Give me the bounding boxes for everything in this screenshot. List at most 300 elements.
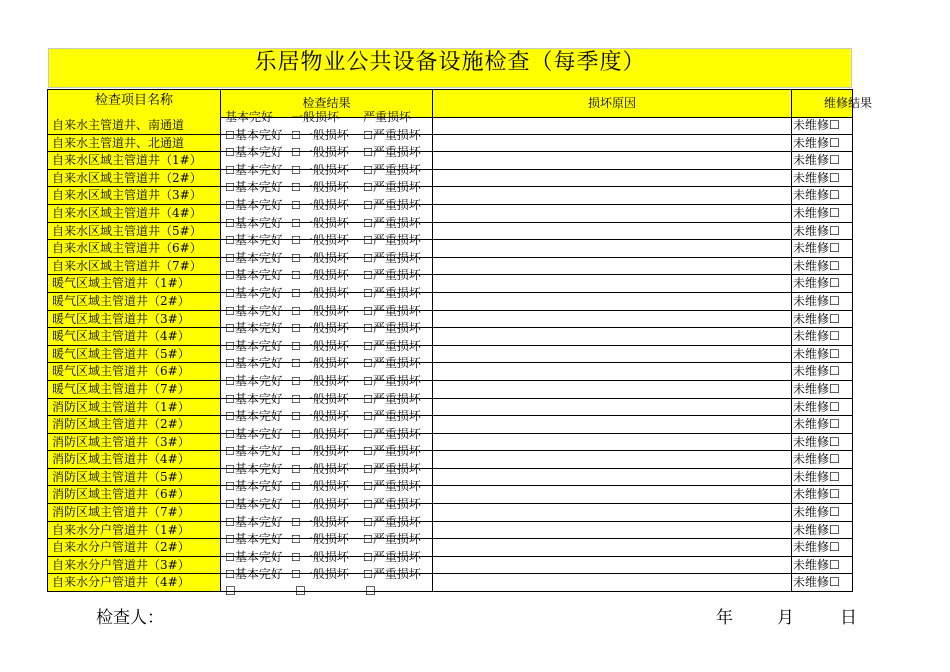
option-good-checkbox[interactable] [225, 463, 283, 476]
option-general-label: 一般损坏 [291, 110, 340, 124]
table-row [47, 497, 853, 522]
repair-status-cell[interactable]: 未维修☐ [792, 187, 853, 205]
option-general-checkbox[interactable] [291, 199, 349, 212]
option-general-label: 一般损坏 [300, 567, 349, 582]
option-severe-label: 严重损坏 [372, 479, 421, 494]
option-severe-checkbox[interactable] [363, 199, 421, 212]
option-general-checkbox[interactable] [291, 480, 349, 493]
option-general-checkbox[interactable] [291, 146, 349, 159]
option-general-checkbox[interactable] [291, 322, 349, 335]
checkbox-icon: ☐ [291, 181, 301, 195]
cause-cell[interactable] [433, 399, 792, 417]
repair-status-cell[interactable]: 未维修☐ [792, 399, 853, 417]
option-good-label: 基本完好 [234, 145, 283, 160]
cause-cell[interactable] [433, 240, 792, 258]
checkbox-icon: ☐ [225, 322, 235, 336]
cause-cell[interactable] [433, 275, 792, 293]
option-severe-label: 严重损坏 [372, 197, 421, 212]
checkbox-icon: ☐ [225, 269, 235, 283]
option-good-checkbox[interactable] [225, 305, 283, 318]
option-severe-checkbox[interactable] [363, 428, 421, 441]
repair-status-cell[interactable]: 未维修☐ [792, 293, 853, 311]
table-row [47, 215, 853, 241]
repair-status-cell[interactable]: 未维修☐ [792, 381, 853, 399]
table-row [47, 285, 853, 311]
table-row [47, 549, 853, 575]
repair-status-cell[interactable]: 未维修☐ [792, 205, 853, 223]
checkbox-icon: ☐ [291, 410, 301, 424]
cause-cell[interactable] [433, 187, 792, 205]
table-row [47, 444, 853, 469]
option-good-checkbox[interactable] [225, 516, 283, 529]
table-row [47, 197, 853, 223]
option-general-label: 一般损坏 [300, 268, 349, 283]
checkbox-icon: ☐ [225, 498, 235, 512]
option-general-checkbox[interactable] [291, 269, 349, 282]
table-row [47, 373, 853, 399]
option-severe-checkbox[interactable] [363, 516, 421, 529]
repair-status-cell[interactable]: 未维修☐ [792, 416, 853, 434]
item-name-cell: 自来水主管道井、北通道 [47, 135, 221, 153]
option-general-checkbox[interactable] [291, 551, 349, 564]
repair-status-cell[interactable]: 未维修☐ [792, 522, 853, 540]
checkbox-icon: ☐ [291, 462, 301, 476]
item-name-cell: 暖气区域主管道井（3#） [47, 311, 221, 329]
repair-status-cell[interactable]: 未维修☐ [792, 539, 853, 557]
option-severe-checkbox[interactable] [363, 445, 421, 458]
option-good-label: 基本完好 [234, 250, 283, 265]
option-severe-checkbox[interactable] [363, 252, 421, 265]
option-severe-checkbox[interactable] [363, 480, 421, 493]
repair-status-cell[interactable]: 未维修☐ [792, 117, 853, 135]
cause-cell[interactable] [433, 223, 792, 241]
option-good-checkbox[interactable] [225, 410, 283, 423]
option-severe-label: 严重损坏 [372, 285, 421, 300]
option-general-checkbox[interactable] [291, 340, 349, 353]
option-severe-label: 严重损坏 [372, 497, 421, 512]
option-severe-checkbox[interactable] [363, 551, 421, 564]
cause-cell[interactable] [433, 205, 792, 223]
repair-status-cell[interactable]: 未维修☐ [792, 152, 853, 170]
option-general-checkbox[interactable] [291, 533, 349, 546]
option-general-label: 一般损坏 [300, 303, 349, 318]
checkbox-icon: ☐ [225, 550, 235, 564]
option-good-checkbox[interactable] [225, 146, 283, 159]
trailing-checkbox-severe[interactable]: ☐ [365, 584, 376, 598]
checkbox-icon: ☐ [363, 234, 373, 248]
inspection-table [47, 110, 853, 592]
option-good-checkbox[interactable] [225, 199, 283, 212]
cause-cell[interactable] [433, 557, 792, 575]
option-good-checkbox[interactable] [225, 340, 283, 353]
checkbox-icon: ☐ [363, 339, 373, 353]
repair-status-cell[interactable]: 未维修☐ [792, 275, 853, 293]
cause-cell[interactable] [433, 381, 792, 399]
cause-cell[interactable] [433, 522, 792, 540]
cause-cell[interactable] [433, 170, 792, 188]
table-row [47, 268, 853, 293]
cause-cell[interactable] [433, 258, 792, 276]
option-general-checkbox[interactable] [291, 252, 349, 265]
checkbox-icon: ☐ [225, 374, 235, 388]
option-good-checkbox[interactable] [225, 234, 283, 247]
option-good-label: 基本完好 [234, 321, 283, 336]
checkbox-icon: ☐ [291, 480, 301, 494]
option-good-checkbox[interactable] [225, 551, 283, 564]
cause-cell[interactable] [433, 416, 792, 434]
option-general-checkbox[interactable] [291, 428, 349, 441]
option-general-checkbox[interactable] [291, 111, 339, 123]
option-good-label: 基本完好 [225, 110, 274, 124]
option-severe-checkbox[interactable] [363, 146, 421, 159]
option-general-checkbox[interactable] [291, 305, 349, 318]
option-severe-label: 严重损坏 [372, 268, 421, 283]
option-good-label: 基本完好 [234, 497, 283, 512]
header-item-name: 检查项目名称 [47, 89, 221, 118]
repair-status-cell[interactable]: 未维修☐ [792, 504, 853, 522]
option-good-checkbox[interactable] [225, 129, 283, 142]
option-severe-label: 严重损坏 [363, 110, 412, 124]
table-row [47, 567, 853, 592]
month-label: 月 [777, 608, 794, 628]
option-severe-checkbox[interactable] [363, 340, 421, 353]
cause-cell[interactable] [433, 363, 792, 381]
checkbox-icon: ☐ [291, 357, 301, 371]
table-row [47, 426, 853, 452]
option-good-checkbox[interactable] [225, 269, 283, 282]
option-general-label: 一般损坏 [300, 391, 349, 406]
table-row [47, 338, 853, 364]
option-good-label: 基本完好 [234, 409, 283, 424]
cause-cell[interactable] [433, 486, 792, 504]
repair-status-cell[interactable]: 未维修☐ [792, 170, 853, 188]
checkbox-icon: ☐ [291, 128, 301, 142]
cause-cell[interactable] [433, 117, 792, 135]
option-general-label: 一般损坏 [300, 127, 349, 142]
inspector-label: 检查人： [96, 608, 164, 628]
cause-cell[interactable] [433, 311, 792, 329]
item-name-cell: 消防区域主管道井（5#） [47, 469, 221, 487]
item-name-cell: 暖气区域主管道井（4#） [47, 328, 221, 346]
repair-status-cell[interactable]: 未维修☐ [792, 451, 853, 469]
checkbox-icon: ☐ [291, 216, 301, 230]
checkbox-icon: ☐ [363, 286, 373, 300]
table-row [47, 180, 853, 205]
checkbox-icon: ☐ [291, 374, 301, 388]
item-name-cell: 消防区域主管道井（1#） [47, 399, 221, 417]
option-severe-checkbox[interactable] [363, 111, 411, 123]
checkbox-icon: ☐ [291, 392, 301, 406]
checkbox-icon: ☐ [225, 339, 235, 353]
option-severe-label: 严重损坏 [372, 391, 421, 406]
checkbox-icon: ☐ [225, 198, 235, 212]
option-severe-checkbox[interactable] [363, 463, 421, 476]
checkbox-icon: ☐ [291, 498, 301, 512]
item-name-cell: 自来水区域主管道井（5#） [47, 223, 221, 241]
repair-status-cell[interactable]: 未维修☐ [792, 135, 853, 153]
option-general-checkbox[interactable] [291, 445, 349, 458]
option-severe-label: 严重损坏 [372, 338, 421, 353]
option-good-checkbox[interactable] [225, 111, 273, 123]
checkbox-icon: ☐ [225, 515, 235, 529]
option-severe-label: 严重损坏 [372, 303, 421, 318]
item-name-cell: 消防区域主管道井（4#） [47, 451, 221, 469]
option-general-label: 一般损坏 [300, 356, 349, 371]
checkbox-icon: ☐ [291, 163, 301, 177]
checkbox-icon: ☐ [291, 251, 301, 265]
repair-status-cell[interactable]: 未维修☐ [792, 258, 853, 276]
option-good-label: 基本完好 [234, 373, 283, 388]
header-cause: 损坏原因 [432, 89, 792, 118]
checkbox-icon: ☐ [225, 216, 235, 230]
option-general-label: 一般损坏 [300, 180, 349, 195]
repair-status-cell[interactable]: 未维修☐ [792, 434, 853, 452]
option-general-checkbox[interactable] [291, 234, 349, 247]
trailing-checkbox-general[interactable]: ☐ [295, 584, 306, 598]
item-name-cell: 暖气区域主管道井（7#） [47, 381, 221, 399]
item-name-cell: 自来水区域主管道井（3#） [47, 187, 221, 205]
cause-cell[interactable] [433, 451, 792, 469]
item-name-cell: 自来水分户管道井（2#） [47, 539, 221, 557]
header-result: 检查结果 [220, 89, 433, 118]
checkbox-icon: ☐ [225, 533, 235, 547]
option-severe-checkbox[interactable] [363, 568, 421, 581]
option-general-label: 一般损坏 [300, 145, 349, 160]
option-good-checkbox[interactable] [225, 533, 283, 546]
checkbox-icon: ☐ [225, 392, 235, 406]
repair-status-cell[interactable]: 未维修☐ [792, 223, 853, 241]
cause-cell[interactable] [433, 346, 792, 364]
option-good-checkbox[interactable] [225, 498, 283, 511]
option-severe-checkbox[interactable] [363, 269, 421, 282]
option-general-label: 一般损坏 [300, 409, 349, 424]
option-general-checkbox[interactable] [291, 164, 349, 177]
option-severe-checkbox[interactable] [363, 357, 421, 370]
checkbox-icon: ☐ [363, 515, 373, 529]
option-good-checkbox[interactable] [225, 568, 283, 581]
item-name-cell: 暖气区域主管道井（6#） [47, 363, 221, 381]
option-general-checkbox[interactable] [291, 375, 349, 388]
cause-cell[interactable] [433, 574, 792, 592]
item-name-cell: 暖气区域主管道井（5#） [47, 346, 221, 364]
option-good-label: 基本完好 [234, 532, 283, 547]
checkbox-icon: ☐ [225, 286, 235, 300]
repair-status-cell[interactable]: 未维修☐ [792, 240, 853, 258]
option-general-label: 一般损坏 [300, 444, 349, 459]
option-good-label: 基本完好 [234, 285, 283, 300]
checkbox-icon: ☐ [291, 533, 301, 547]
option-severe-checkbox[interactable] [363, 164, 421, 177]
option-good-checkbox[interactable] [225, 164, 283, 177]
option-severe-label: 严重损坏 [372, 215, 421, 230]
item-name-cell: 自来水区域主管道井（2#） [47, 170, 221, 188]
option-general-checkbox[interactable] [291, 357, 349, 370]
checkbox-icon: ☐ [291, 445, 301, 459]
item-name-cell: 暖气区域主管道井（1#） [47, 275, 221, 293]
result-cell [221, 567, 433, 592]
year-label: 年 [716, 608, 733, 628]
option-general-checkbox[interactable] [291, 181, 349, 194]
option-severe-checkbox[interactable] [363, 533, 421, 546]
table-row [47, 127, 853, 153]
cause-cell[interactable] [433, 434, 792, 452]
option-good-checkbox[interactable] [225, 428, 283, 441]
table-row [47, 250, 853, 276]
option-general-label: 一般损坏 [300, 497, 349, 512]
option-severe-label: 严重损坏 [372, 461, 421, 476]
option-general-checkbox[interactable] [291, 516, 349, 529]
item-name-cell: 自来水主管道井、南通道 [47, 117, 221, 135]
option-severe-label: 严重损坏 [372, 356, 421, 371]
option-good-checkbox[interactable] [225, 287, 283, 300]
option-general-label: 一般损坏 [300, 250, 349, 265]
item-name-cell: 自来水分户管道井（4#） [47, 574, 221, 592]
checkbox-icon: ☐ [363, 480, 373, 494]
option-severe-label: 严重损坏 [372, 426, 421, 441]
cause-cell[interactable] [433, 539, 792, 557]
option-severe-label: 严重损坏 [372, 567, 421, 582]
option-severe-checkbox[interactable] [363, 129, 421, 142]
checkbox-icon: ☐ [363, 392, 373, 406]
table-row [47, 532, 853, 557]
checkbox-icon: ☐ [291, 198, 301, 212]
option-severe-checkbox[interactable] [363, 217, 421, 230]
header-repair-label: 维修结果 [824, 96, 873, 110]
table-row [47, 303, 853, 329]
option-severe-checkbox[interactable] [363, 498, 421, 511]
option-severe-checkbox[interactable] [363, 287, 421, 300]
item-name-cell: 自来水分户管道井（1#） [47, 522, 221, 540]
item-name-cell: 自来水区域主管道井（6#） [47, 240, 221, 258]
repair-status-cell[interactable]: 未维修☐ [792, 574, 853, 592]
option-good-label: 基本完好 [234, 127, 283, 142]
checkbox-icon: ☐ [225, 304, 235, 318]
option-severe-label: 严重损坏 [372, 549, 421, 564]
option-good-label: 基本完好 [234, 391, 283, 406]
option-good-checkbox[interactable] [225, 181, 283, 194]
checkbox-icon: ☐ [225, 480, 235, 494]
option-severe-label: 严重损坏 [372, 250, 421, 265]
table-row [47, 391, 853, 417]
repair-status-cell[interactable]: 未维修☐ [792, 328, 853, 346]
option-good-checkbox[interactable] [225, 445, 283, 458]
option-general-checkbox[interactable] [291, 217, 349, 230]
option-good-checkbox[interactable] [225, 375, 283, 388]
option-general-checkbox[interactable] [291, 463, 349, 476]
table-row [47, 162, 853, 188]
checkbox-icon: ☐ [363, 533, 373, 547]
checkbox-icon: ☐ [363, 163, 373, 177]
option-general-checkbox[interactable] [291, 410, 349, 423]
checkbox-icon: ☐ [225, 146, 235, 160]
option-severe-label: 严重损坏 [372, 373, 421, 388]
option-good-checkbox[interactable] [225, 480, 283, 493]
option-good-checkbox[interactable] [225, 322, 283, 335]
option-severe-checkbox[interactable] [363, 410, 421, 423]
option-good-checkbox[interactable] [225, 393, 283, 406]
option-good-label: 基本完好 [234, 180, 283, 195]
checkbox-icon: ☐ [225, 128, 235, 142]
option-good-checkbox[interactable] [225, 217, 283, 230]
option-severe-checkbox[interactable] [363, 322, 421, 335]
checkbox-icon: ☐ [225, 251, 235, 265]
checkbox-icon: ☐ [363, 568, 373, 582]
checkbox-icon: ☐ [363, 410, 373, 424]
option-general-label: 一般损坏 [300, 426, 349, 441]
option-general-label: 一般损坏 [300, 321, 349, 336]
item-name-cell: 消防区域主管道井（6#） [47, 486, 221, 504]
option-general-label: 一般损坏 [300, 373, 349, 388]
option-general-checkbox[interactable] [291, 129, 349, 142]
checkbox-icon: ☐ [291, 304, 301, 318]
checkbox-icon: ☐ [291, 286, 301, 300]
option-severe-checkbox[interactable] [363, 234, 421, 247]
option-good-label: 基本完好 [234, 338, 283, 353]
item-name-cell: 消防区域主管道井（3#） [47, 434, 221, 452]
cause-cell[interactable] [433, 152, 792, 170]
repair-status-cell[interactable]: 未维修☐ [792, 346, 853, 364]
option-general-label: 一般损坏 [300, 285, 349, 300]
checkbox-icon: ☐ [363, 498, 373, 512]
option-good-checkbox[interactable] [225, 252, 283, 265]
cause-cell[interactable] [433, 328, 792, 346]
option-general-checkbox[interactable] [291, 287, 349, 300]
option-severe-checkbox[interactable] [363, 375, 421, 388]
checkbox-icon: ☐ [363, 269, 373, 283]
option-good-label: 基本完好 [234, 444, 283, 459]
cause-cell[interactable] [433, 293, 792, 311]
checkbox-icon: ☐ [363, 128, 373, 142]
header-repair [791, 89, 873, 118]
cause-cell[interactable] [433, 135, 792, 153]
checkbox-icon: ☐ [225, 357, 235, 371]
repair-status-cell[interactable]: 未维修☐ [792, 311, 853, 329]
repair-status-cell[interactable]: 未维修☐ [792, 486, 853, 504]
checkbox-icon: ☐ [363, 322, 373, 336]
option-severe-label: 严重损坏 [372, 409, 421, 424]
table-row [47, 110, 853, 135]
option-general-checkbox[interactable] [291, 568, 349, 581]
option-general-label: 一般损坏 [300, 479, 349, 494]
option-severe-checkbox[interactable] [363, 393, 421, 406]
checkbox-icon: ☐ [363, 251, 373, 265]
option-severe-checkbox[interactable] [363, 181, 421, 194]
option-good-checkbox[interactable] [225, 357, 283, 370]
checkbox-icon: ☐ [225, 410, 235, 424]
option-good-label: 基本完好 [234, 215, 283, 230]
checkbox-icon: ☐ [363, 427, 373, 441]
option-severe-checkbox[interactable] [363, 305, 421, 318]
option-good-label: 基本完好 [234, 567, 283, 582]
checkbox-icon: ☐ [363, 550, 373, 564]
checkbox-icon: ☐ [363, 374, 373, 388]
trailing-checkbox-good[interactable]: ☐ [225, 584, 236, 598]
option-general-label: 一般损坏 [300, 461, 349, 476]
checkbox-icon: ☐ [291, 568, 301, 582]
option-good-label: 基本完好 [234, 268, 283, 283]
checkbox-icon: ☐ [363, 462, 373, 476]
option-severe-label: 严重损坏 [372, 321, 421, 336]
repair-status-cell[interactable]: 未维修☐ [792, 469, 853, 487]
item-name-cell: 自来水分户管道井（3#） [47, 557, 221, 575]
cause-cell[interactable] [433, 469, 792, 487]
option-general-checkbox[interactable] [291, 498, 349, 511]
option-general-checkbox[interactable] [291, 393, 349, 406]
repair-status-cell[interactable]: 未维修☐ [792, 557, 853, 575]
checkbox-icon: ☐ [363, 216, 373, 230]
repair-status-cell[interactable]: 未维修☐ [792, 363, 853, 381]
cause-cell[interactable] [433, 504, 792, 522]
